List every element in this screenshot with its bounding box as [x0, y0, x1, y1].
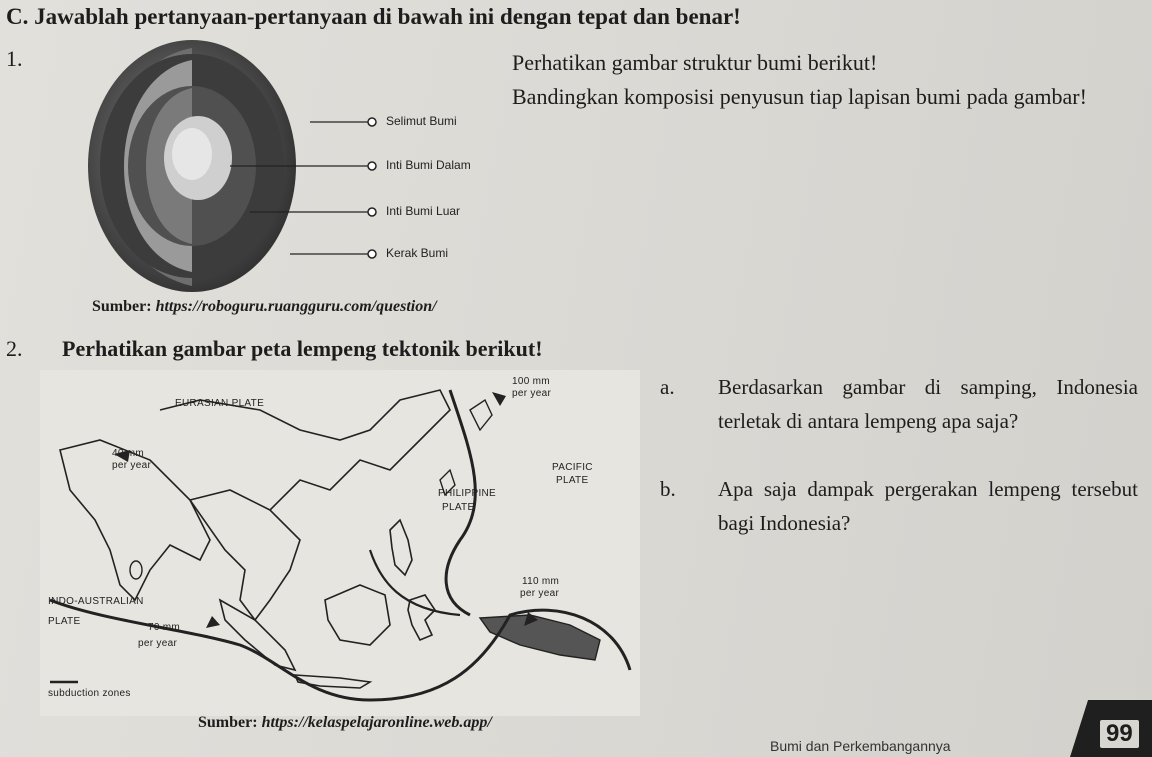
map-label-philippine: PHILIPPINE	[438, 488, 497, 499]
map-label-subduction-zones: subduction zones	[48, 688, 131, 699]
section-title: C. Jawablah pertanyaan-pertanyaan di bawah ini dengan tepat dan benar!	[6, 4, 741, 29]
label-kerak-bumi: Kerak Bumi	[386, 246, 449, 260]
question-1-number: 1.	[6, 46, 23, 71]
question-1-text	[512, 46, 1092, 114]
question-2b-letter: b.	[660, 477, 676, 501]
map-label-40mm-unit: per year	[112, 460, 152, 471]
question-2b-text: Apa saja dampak pergerakan lempeng tersebut bagi Indonesia?	[718, 477, 1138, 535]
map-label-indo-australian-plate: PLATE	[48, 616, 81, 627]
source-url: https://kelaspelajaronline.web.app/	[261, 714, 492, 731]
source-label: Sumber:	[198, 714, 258, 731]
question-2a-text: Berdasarkan gambar di samping, Indonesia terletak di antara lempeng apa saja?	[718, 375, 1138, 433]
earth-structure-figure	[80, 38, 500, 300]
map-label-100mm: 100 mm	[512, 376, 550, 387]
label-selimut-bumi: Selimut Bumi	[386, 114, 457, 128]
map-label-70mm: 70 mm	[148, 622, 181, 633]
map-label-70mm-unit: per year	[138, 638, 178, 649]
question-2a-letter: a.	[660, 375, 675, 399]
tectonic-plate-map	[40, 370, 640, 716]
map-label-pacific: PACIFIC	[552, 462, 593, 473]
source-url: https://roboguru.ruangguru.com/question/	[155, 298, 437, 315]
page-number: 99	[1100, 720, 1139, 748]
source-label: Sumber:	[92, 298, 152, 315]
question-1-line2: Bandingkan komposisi penyusun tiap lapisan bumi pada gambar!	[512, 84, 1087, 109]
question-2-source	[198, 714, 492, 732]
map-label-110mm-unit: per year	[520, 588, 560, 599]
map-label-pacific-plate: PLATE	[556, 475, 589, 486]
map-label-110mm: 110 mm	[522, 576, 560, 587]
tectonic-map-illustration	[40, 370, 640, 716]
label-inti-bumi-luar: Inti Bumi Luar	[386, 204, 461, 218]
map-label-philippine-plate: PLATE	[442, 502, 475, 513]
map-label-eurasian-plate: EURASIAN PLATE	[175, 398, 265, 409]
map-label-40mm: 40 mm	[112, 448, 145, 459]
question-1-line1: Perhatikan gambar struktur bumi berikut!	[512, 50, 878, 75]
map-label-100mm-unit: per year	[512, 388, 552, 399]
question-2-title: Perhatikan gambar peta lempeng tektonik berikut!	[62, 336, 543, 361]
map-label-indo-australian: INDO-AUSTRALIAN	[48, 596, 144, 607]
question-2-number: 2.	[6, 336, 23, 361]
question-1-source	[92, 298, 437, 316]
label-inti-bumi-dalam: Inti Bumi Dalam	[386, 158, 471, 172]
footer-chapter-title: Bumi dan Perkembangannya	[770, 738, 951, 754]
